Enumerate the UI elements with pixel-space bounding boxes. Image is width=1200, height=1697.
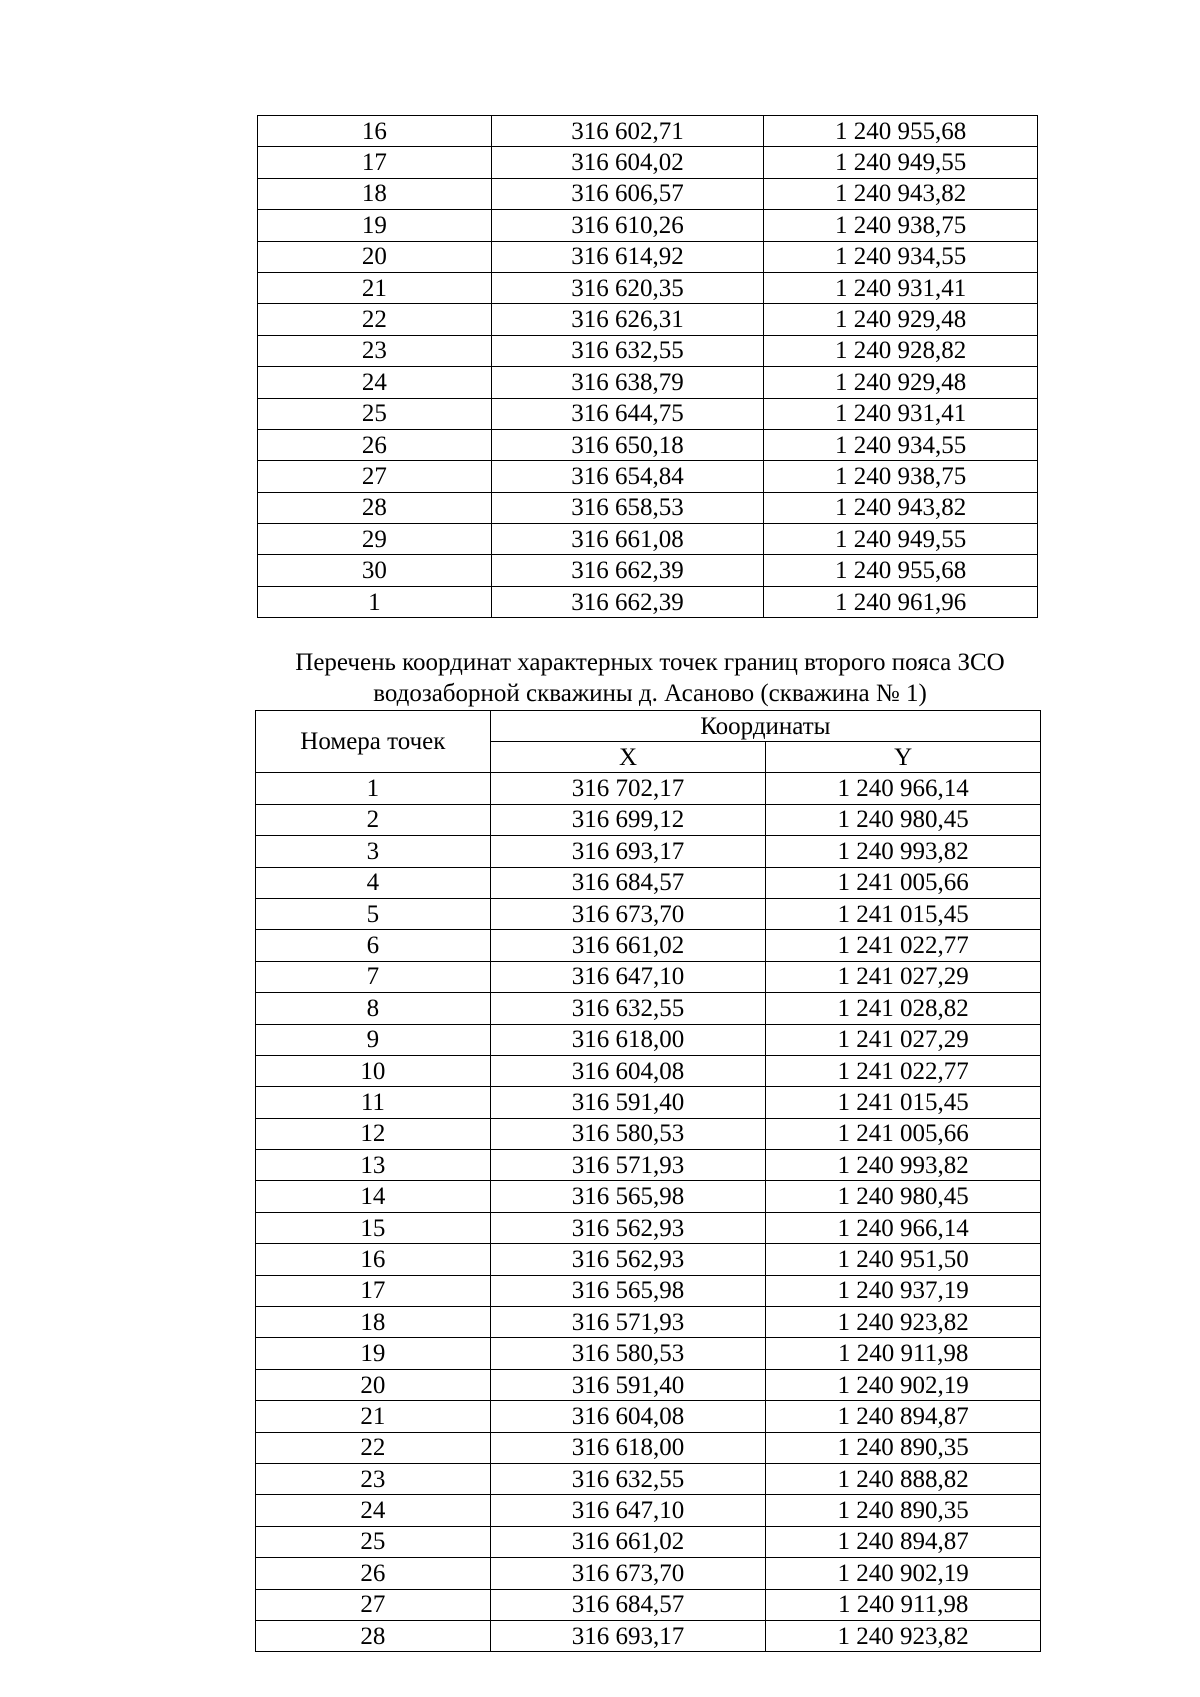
cell-y: 1 240 911,98 (766, 1589, 1041, 1620)
cell-y: 1 241 022,77 (766, 1055, 1041, 1086)
cell-point-number: 23 (256, 1463, 491, 1494)
cell-point-number: 5 (256, 898, 491, 929)
table-row (256, 1495, 1041, 1526)
table-row (258, 429, 1038, 460)
table-row (256, 1401, 1041, 1432)
cell-x: 316 693,17 (490, 1620, 766, 1651)
table-row (256, 773, 1041, 804)
cell-y: 1 240 955,68 (764, 116, 1038, 147)
cell-x: 316 699,12 (490, 804, 766, 835)
cell-y: 1 240 931,41 (764, 398, 1038, 429)
cell-y: 1 241 005,66 (766, 1118, 1041, 1149)
cell-point-number: 10 (256, 1055, 491, 1086)
cell-y: 1 240 934,55 (764, 241, 1038, 272)
table-row (256, 993, 1041, 1024)
cell-x: 316 614,92 (491, 241, 764, 272)
table-row (256, 1558, 1041, 1589)
cell-y: 1 240 966,14 (766, 1212, 1041, 1243)
cell-point-number: 27 (256, 1589, 491, 1620)
cell-y: 1 240 890,35 (766, 1432, 1041, 1463)
cell-point-number: 3 (256, 836, 491, 867)
cell-x: 316 606,57 (491, 178, 764, 209)
cell-x: 316 644,75 (491, 398, 764, 429)
cell-y: 1 240 902,19 (766, 1558, 1041, 1589)
table-row (256, 804, 1041, 835)
cell-x: 316 661,08 (491, 524, 764, 555)
cell-y: 1 240 934,55 (764, 429, 1038, 460)
header-y: Y (766, 742, 1041, 773)
cell-y: 1 240 943,82 (764, 178, 1038, 209)
cell-x: 316 591,40 (490, 1087, 766, 1118)
cell-point-number: 8 (256, 993, 491, 1024)
cell-x: 316 632,55 (490, 1463, 766, 1494)
cell-y: 1 241 015,45 (766, 898, 1041, 929)
table-row (258, 304, 1038, 335)
cell-y: 1 240 943,82 (764, 492, 1038, 523)
caption-line-1: Перечень координат характерных точек границ второго пояса ЗСО (295, 649, 1005, 676)
table-row (258, 210, 1038, 241)
table-row (256, 1589, 1041, 1620)
cell-y: 1 241 005,66 (766, 867, 1041, 898)
cell-x: 316 673,70 (490, 1558, 766, 1589)
cell-point-number: 1 (258, 586, 492, 617)
cell-point-number: 19 (256, 1338, 491, 1369)
cell-x: 316 626,31 (491, 304, 764, 335)
cell-y: 1 240 928,82 (764, 335, 1038, 366)
cell-x: 316 571,93 (490, 1150, 766, 1181)
cell-point-number: 26 (258, 429, 492, 460)
cell-x: 316 562,93 (490, 1212, 766, 1243)
cell-x: 316 604,08 (490, 1401, 766, 1432)
table-row (258, 461, 1038, 492)
cell-point-number: 20 (258, 241, 492, 272)
table-row (256, 898, 1041, 929)
cell-point-number: 11 (256, 1087, 491, 1118)
cell-point-number: 16 (256, 1244, 491, 1275)
cell-point-number: 4 (256, 867, 491, 898)
cell-y: 1 240 888,82 (766, 1463, 1041, 1494)
table-row (256, 1463, 1041, 1494)
cell-point-number: 22 (258, 304, 492, 335)
cell-y: 1 241 027,29 (766, 1024, 1041, 1055)
cell-x: 316 602,71 (491, 116, 764, 147)
cell-y: 1 240 929,48 (764, 304, 1038, 335)
cell-point-number: 20 (256, 1369, 491, 1400)
table-row (258, 241, 1038, 272)
cell-point-number: 25 (258, 398, 492, 429)
table-row (258, 272, 1038, 303)
cell-y: 1 240 929,48 (764, 367, 1038, 398)
cell-x: 316 673,70 (490, 898, 766, 929)
cell-y: 1 240 938,75 (764, 461, 1038, 492)
cell-x: 316 571,93 (490, 1307, 766, 1338)
cell-point-number: 18 (256, 1307, 491, 1338)
cell-y: 1 240 911,98 (766, 1338, 1041, 1369)
table-row (258, 398, 1038, 429)
cell-point-number: 24 (256, 1495, 491, 1526)
table-body (258, 116, 1038, 618)
table-row (256, 867, 1041, 898)
cell-y: 1 240 993,82 (766, 836, 1041, 867)
cell-x: 316 647,10 (490, 961, 766, 992)
cell-point-number: 28 (258, 492, 492, 523)
cell-point-number: 23 (258, 335, 492, 366)
table-row (258, 524, 1038, 555)
cell-point-number: 14 (256, 1181, 491, 1212)
table-row (256, 1338, 1041, 1369)
cell-x: 316 693,17 (490, 836, 766, 867)
cell-x: 316 580,53 (490, 1338, 766, 1369)
table-row (258, 116, 1038, 147)
cell-y: 1 240 966,14 (766, 773, 1041, 804)
table-row (256, 836, 1041, 867)
cell-x: 316 661,02 (490, 1526, 766, 1557)
header-coordinates: Координаты (490, 711, 1040, 742)
cell-y: 1 240 938,75 (764, 210, 1038, 241)
cell-y: 1 241 028,82 (766, 993, 1041, 1024)
cell-point-number: 13 (256, 1150, 491, 1181)
table-header (256, 711, 1041, 773)
table-row (258, 178, 1038, 209)
table-row (256, 1118, 1041, 1149)
cell-point-number: 25 (256, 1526, 491, 1557)
table-caption (200, 647, 1100, 709)
cell-x: 316 684,57 (490, 867, 766, 898)
cell-point-number: 26 (256, 1558, 491, 1589)
cell-x: 316 618,00 (490, 1432, 766, 1463)
cell-y: 1 240 980,45 (766, 804, 1041, 835)
cell-point-number: 19 (258, 210, 492, 241)
cell-y: 1 240 894,87 (766, 1526, 1041, 1557)
table-row (258, 367, 1038, 398)
cell-x: 316 618,00 (490, 1024, 766, 1055)
cell-point-number: 6 (256, 930, 491, 961)
cell-point-number: 29 (258, 524, 492, 555)
cell-x: 316 562,93 (490, 1244, 766, 1275)
cell-x: 316 638,79 (491, 367, 764, 398)
cell-y: 1 240 890,35 (766, 1495, 1041, 1526)
cell-x: 316 647,10 (490, 1495, 766, 1526)
cell-point-number: 27 (258, 461, 492, 492)
cell-y: 1 240 923,82 (766, 1307, 1041, 1338)
table-row (258, 555, 1038, 586)
cell-y: 1 240 894,87 (766, 1401, 1041, 1432)
cell-x: 316 632,55 (490, 993, 766, 1024)
table-row (256, 1307, 1041, 1338)
cell-x: 316 565,98 (490, 1181, 766, 1212)
cell-y: 1 240 931,41 (764, 272, 1038, 303)
cell-x: 316 662,39 (491, 555, 764, 586)
cell-y: 1 241 015,45 (766, 1087, 1041, 1118)
cell-x: 316 650,18 (491, 429, 764, 460)
table-row (256, 930, 1041, 961)
header-points: Номера точек (256, 711, 491, 773)
cell-x: 316 662,39 (491, 586, 764, 617)
cell-y: 1 240 961,96 (764, 586, 1038, 617)
header-x: X (490, 742, 766, 773)
table-row (256, 1275, 1041, 1306)
cell-y: 1 240 902,19 (766, 1369, 1041, 1400)
table-row (256, 1620, 1041, 1651)
cell-point-number: 15 (256, 1212, 491, 1243)
cell-x: 316 565,98 (490, 1275, 766, 1306)
table-row (258, 492, 1038, 523)
cell-y: 1 240 923,82 (766, 1620, 1041, 1651)
table-row (258, 586, 1038, 617)
cell-x: 316 654,84 (491, 461, 764, 492)
cell-point-number: 16 (258, 116, 492, 147)
table-row (256, 1150, 1041, 1181)
cell-y: 1 241 022,77 (766, 930, 1041, 961)
coordinates-table-second-belt (255, 710, 1041, 1652)
cell-y: 1 240 937,19 (766, 1275, 1041, 1306)
cell-x: 316 658,53 (491, 492, 764, 523)
cell-y: 1 240 993,82 (766, 1150, 1041, 1181)
cell-x: 316 702,17 (490, 773, 766, 804)
table-row (256, 1212, 1041, 1243)
cell-point-number: 18 (258, 178, 492, 209)
cell-point-number: 17 (256, 1275, 491, 1306)
table-row (256, 1055, 1041, 1086)
cell-point-number: 28 (256, 1620, 491, 1651)
cell-y: 1 241 027,29 (766, 961, 1041, 992)
cell-y: 1 240 955,68 (764, 555, 1038, 586)
table-row (258, 147, 1038, 178)
cell-x: 316 610,26 (491, 210, 764, 241)
table-row (256, 1369, 1041, 1400)
cell-y: 1 240 949,55 (764, 147, 1038, 178)
cell-x: 316 604,02 (491, 147, 764, 178)
table-row (258, 335, 1038, 366)
table-row (256, 1087, 1041, 1118)
cell-point-number: 21 (258, 272, 492, 303)
table-row (256, 961, 1041, 992)
cell-point-number: 7 (256, 961, 491, 992)
cell-y: 1 240 951,50 (766, 1244, 1041, 1275)
cell-y: 1 240 980,45 (766, 1181, 1041, 1212)
table-row (256, 1432, 1041, 1463)
cell-y: 1 240 949,55 (764, 524, 1038, 555)
cell-x: 316 661,02 (490, 930, 766, 961)
cell-x: 316 684,57 (490, 1589, 766, 1620)
cell-point-number: 24 (258, 367, 492, 398)
cell-point-number: 12 (256, 1118, 491, 1149)
caption-line-2: водозаборной скважины д. Асаново (скважина № 1) (373, 680, 927, 707)
cell-point-number: 21 (256, 1401, 491, 1432)
cell-point-number: 1 (256, 773, 491, 804)
cell-x: 316 620,35 (491, 272, 764, 303)
cell-point-number: 17 (258, 147, 492, 178)
cell-point-number: 2 (256, 804, 491, 835)
table-row (256, 1181, 1041, 1212)
cell-x: 316 591,40 (490, 1369, 766, 1400)
table-row (256, 1526, 1041, 1557)
cell-x: 316 580,53 (490, 1118, 766, 1149)
table-row (256, 1024, 1041, 1055)
cell-point-number: 9 (256, 1024, 491, 1055)
table-body (256, 773, 1041, 1652)
table-row (256, 1244, 1041, 1275)
cell-point-number: 30 (258, 555, 492, 586)
cell-point-number: 22 (256, 1432, 491, 1463)
cell-x: 316 632,55 (491, 335, 764, 366)
coordinates-table-continuation (257, 115, 1038, 618)
cell-x: 316 604,08 (490, 1055, 766, 1086)
